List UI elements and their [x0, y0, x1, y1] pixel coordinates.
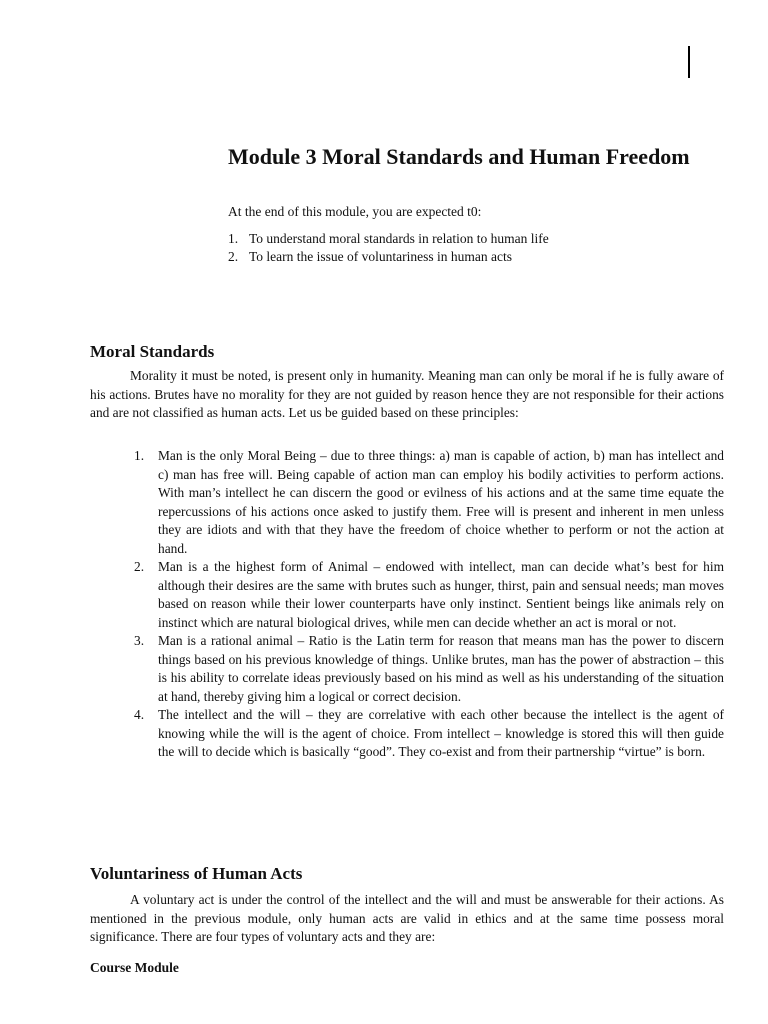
- intro-text: At the end of this module, you are expected t0:: [228, 204, 482, 219]
- list-item: [134, 558, 724, 632]
- list-number: 3.: [134, 633, 145, 648]
- list-item-text: To learn the issue of voluntariness in human acts: [249, 249, 512, 264]
- list-number: 2.: [228, 249, 239, 264]
- list-number: 4.: [134, 707, 145, 722]
- section-heading-voluntariness: Voluntariness of Human Acts: [90, 864, 303, 883]
- moral-standards-paragraph: Morality it must be noted, is present only in humanity. Meaning man can only be moral if he is fully aware of his actions. Brutes have no morality for they are not guided by reason hence they are not responsible for their actions and are not classified as human acts. Let us be guided based on these principles:: [90, 368, 724, 420]
- page-title: Module 3 Moral Standards and Human Freedom: [228, 144, 690, 169]
- voluntariness-paragraph: A voluntary act is under the control of the intellect and the will and must be answerable for their actions. As mentioned in the previous module, only human acts are valid in ethics and at the same time possess moral significance. There are four types of voluntary acts and they are:: [90, 892, 724, 944]
- list-item: [228, 248, 549, 266]
- list-number: 1.: [134, 448, 145, 463]
- list-item-text: The intellect and the will – they are correlative with each other because the intellect is the agent of knowing while the will is the agent of choice. From intellect – knowledge is stored this will then guide the will to decide which is basically “good”. They co-exist and from their partnership “virtue” is born.: [158, 707, 724, 759]
- list-item-text: Man is the only Moral Being – due to three things: a) man is capable of action, b) man has intellect and c) man has free will. Being capable of action man can employ his bodily activities to perform actions. With man’s intellect he can discern the good or evilness of his actions and at the same time equate the repercussions of his actions once asked to justify them. Free will is present and inherent in men unless they are idiots and with that they have the freedom of choice whether to perform or not the action at hand.: [158, 448, 724, 556]
- list-number: 1.: [228, 231, 239, 246]
- list-number: 2.: [134, 559, 145, 574]
- header-rule: [688, 46, 690, 78]
- list-item-text: To understand moral standards in relation to human life: [249, 231, 549, 246]
- list-item: [134, 632, 724, 706]
- list-item-text: Man is a rational animal – Ratio is the Latin term for reason that means man has the power to discern things based on his previous knowledge of things. Unlike brutes, man has the power of abstraction – this is his ability to correlate ideas previously based on his mind as well as his understanding of the situation at hand, thereby giving him a logical or correct decision.: [158, 633, 724, 704]
- principles-list: [134, 447, 724, 762]
- list-item: [228, 230, 549, 248]
- list-item-text: Man is a the highest form of Animal – endowed with intellect, man can decide what’s best for him although their desires are the same with brutes such as hunger, thirst, pain and sensual needs; man moves based on reason while their lower counterparts have only instinct. Sentient beings like animals rely on instinct which are natural biological drives, while men can decide whether an act is moral or not.: [158, 559, 724, 630]
- list-item: [134, 706, 724, 762]
- objectives-list: [228, 230, 549, 266]
- course-module-footer: Course Module: [90, 960, 179, 975]
- list-item: [134, 447, 724, 558]
- section-heading-moral-standards: Moral Standards: [90, 342, 215, 361]
